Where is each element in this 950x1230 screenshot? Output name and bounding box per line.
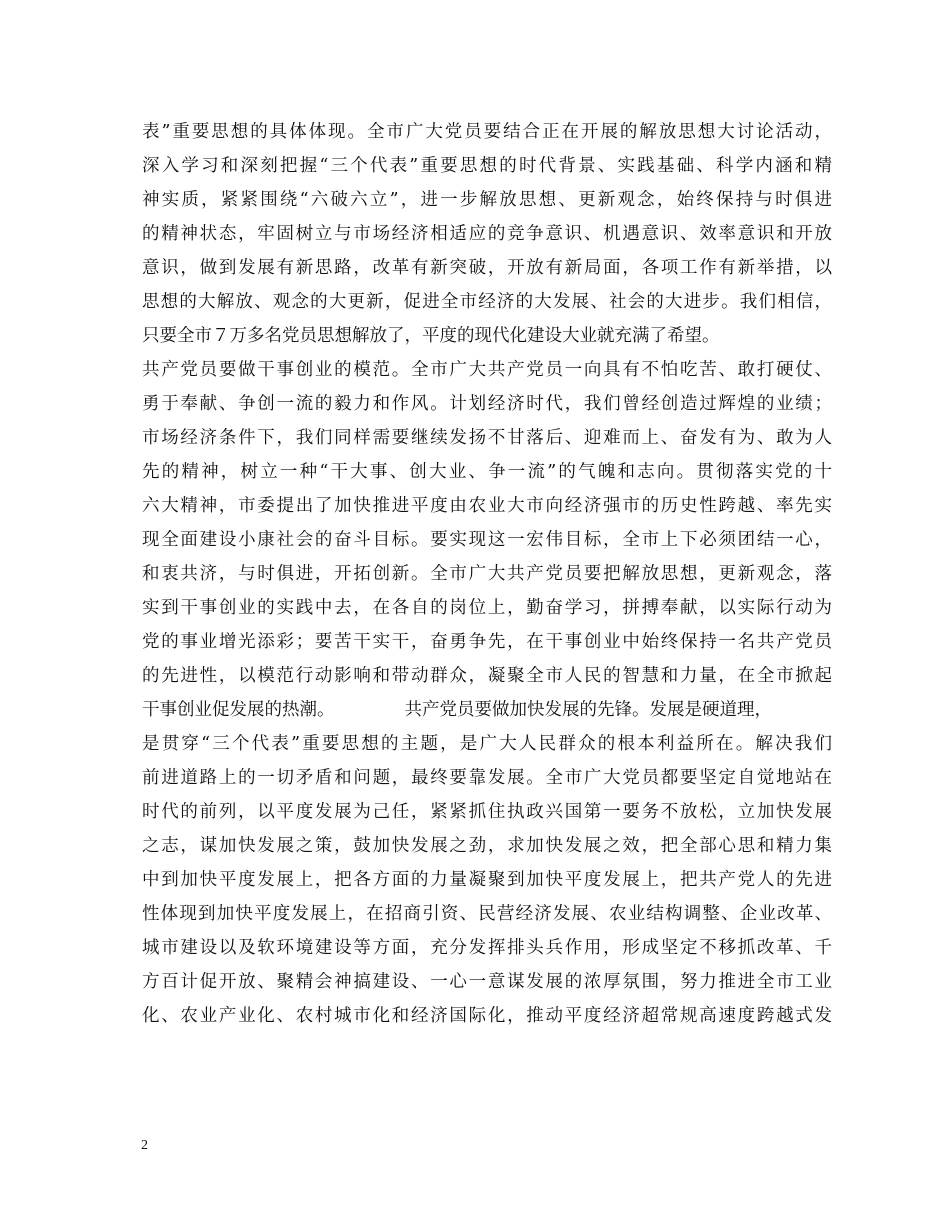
paragraph-start: 共产党员要做加快发展的先锋。发展是硬道理， (404, 700, 772, 720)
text-line: 实到干事创业的实践中去，在各自的岗位上，勤奋学习，拼搏奉献，以实际行动为 (142, 598, 832, 618)
text-line: 神实质，紧紧围绕“六破六立”，进一步解放思想、更新观念，始终保持与时俱进 (142, 190, 832, 210)
text-line: 深入学习和深刻把握“三个代表”重要思想的时代背景、实践基础、科学内涵和精 (142, 156, 832, 176)
text-line: 的精神状态，牢固树立与市场经济相适应的竞争意识、机遇意识、效率意识和开放 (142, 224, 832, 244)
text-line: 中到加快平度发展上，把各方面的力量凝聚到加快平度发展上，把共产党人的先进 (142, 870, 832, 890)
text-line: 性体现到加快平度发展上，在招商引资、民营经济发展、农业结构调整、企业改革、 (142, 904, 832, 924)
text-line: 和衷共济，与时俱进，开拓创新。全市广大共产党员要把解放思想，更新观念，落 (142, 564, 832, 584)
text-line: 只要全市７万多名党员思想解放了，平度的现代化建设大业就充满了希望。 (142, 326, 720, 346)
text-line: 化、农业产业化、农村城市化和经济国际化，推动平度经济超常规高速度跨越式发 (142, 1006, 832, 1026)
text-line: 六大精神，市委提出了加快推进平度由农业大市向经济强市的历史性跨越、率先实 (142, 496, 832, 516)
text-line: 之志，谋加快发展之策，鼓加快发展之劲，求加快发展之效，把全部心思和精力集 (142, 836, 832, 856)
paragraph-end: 干事创业促发展的热潮。 (142, 700, 335, 720)
text-line: 市场经济条件下，我们同样需要继续发扬不甘落后、迎难而上、奋发有为、敢为人 (142, 428, 832, 448)
text-line: 党的事业增光添彩；要苦干实干，奋勇争先，在干事创业中始终保持一名共产党员 (142, 632, 832, 652)
text-line: 意识，做到发展有新思路，改革有新突破，开放有新局面，各项工作有新举措，以 (142, 258, 832, 278)
text-line: 现全面建设小康社会的奋斗目标。要实现这一宏伟目标，全市上下必须团结一心， (142, 530, 832, 550)
body-text (142, 115, 832, 1033)
text-line: 的先进性，以模范行动影响和带动群众，凝聚全市人民的智慧和力量，在全市掀起 (142, 666, 832, 686)
text-line: 共产党员要做干事创业的模范。全市广大共产党员一向具有不怕吃苦、敢打硬仗、 (142, 360, 832, 380)
text-line: 是贯穿“三个代表”重要思想的主题，是广大人民群众的根本利益所在。解决我们 (142, 734, 832, 754)
text-line: 先的精神，树立一种“干大事、创大业、争一流”的气魄和志向。贯彻落实党的十 (142, 462, 832, 482)
text-line: 时代的前列，以平度发展为己任，紧紧抓住执政兴国第一要务不放松，立加快发展 (142, 802, 832, 822)
text-line-split (142, 693, 832, 727)
text-line: 思想的大解放、观念的大更新，促进全市经济的大发展、社会的大进步。我们相信， (142, 292, 832, 312)
page-number: 2 (141, 1138, 148, 1153)
text-line: 勇于奉献、争创一流的毅力和作风。计划经济时代，我们曾经创造过辉煌的业绩； (142, 394, 832, 414)
text-line: 前进道路上的一切矛盾和问题，最终要靠发展。全市广大党员都要坚定自觉地站在 (142, 768, 832, 788)
text-line: 城市建设以及软环境建设等方面，充分发挥排头兵作用，形成坚定不移抓改革、千 (142, 938, 832, 958)
text-line: 方百计促开放、聚精会神搞建设、一心一意谋发展的浓厚氛围，努力推进全市工业 (142, 972, 832, 992)
text-line: 表”重要思想的具体体现。全市广大党员要结合正在开展的解放思想大讨论活动， (142, 122, 832, 142)
